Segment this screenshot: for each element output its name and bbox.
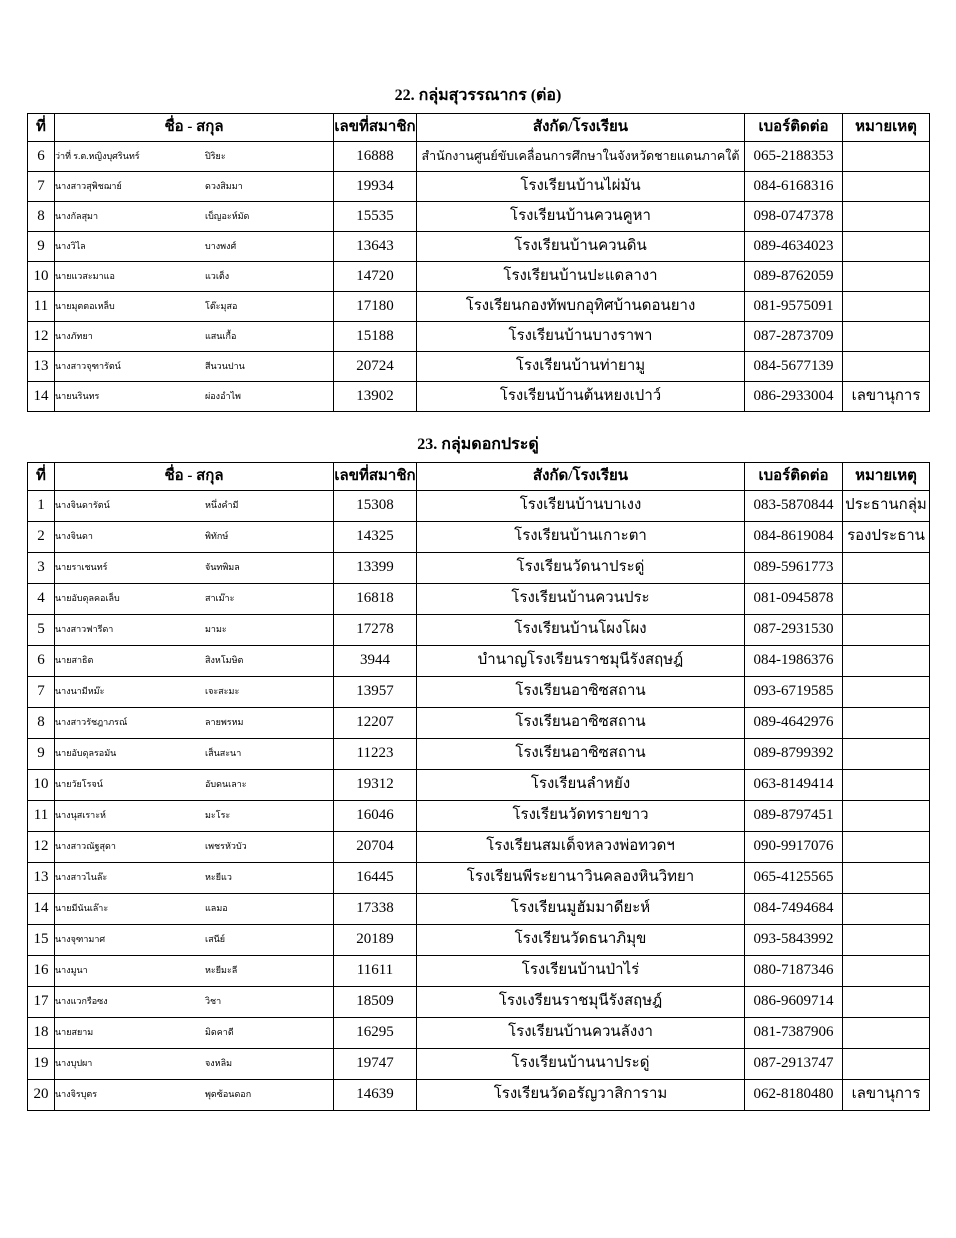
cell-first-name: นายสาธิต bbox=[55, 655, 94, 666]
column-header-school: สังกัด/โรงเรียน bbox=[417, 463, 745, 491]
cell-phone: 084-1986376 bbox=[745, 646, 843, 677]
cell-member-no: 16445 bbox=[334, 863, 417, 894]
cell-school: โรงเรียนบ้านโผงโผง bbox=[417, 615, 745, 646]
roster-table-23 bbox=[27, 462, 930, 1111]
cell-first-name: นางสาวไนล๊ะ bbox=[55, 872, 108, 883]
cell-phone: 084-5677139 bbox=[745, 352, 843, 382]
cell-no: 2 bbox=[28, 522, 55, 553]
cell-note: ประธานกลุ่ม bbox=[843, 491, 930, 522]
cell-note bbox=[843, 1049, 930, 1080]
cell-note bbox=[843, 352, 930, 382]
section-title-23: 23. กลุ่มดอกประดู่ bbox=[417, 436, 539, 453]
cell-note bbox=[843, 956, 930, 987]
cell-no: 7 bbox=[28, 172, 55, 202]
cell-school: โรงเรียนวัดนาประดู่ bbox=[417, 553, 745, 584]
cell-first-name: นายนรินทร bbox=[55, 390, 100, 401]
cell-school: โรงเงรียนราชมุนีรังสฤษฎ์ bbox=[417, 987, 745, 1018]
cell-first-name: นายแวสะมาแอ bbox=[55, 270, 115, 281]
column-header-phone: เบอร์ติดต่อ bbox=[745, 114, 843, 142]
cell-note bbox=[843, 292, 930, 322]
cell-name bbox=[55, 894, 334, 925]
cell-member-no: 15308 bbox=[334, 491, 417, 522]
cell-no: 15 bbox=[28, 925, 55, 956]
cell-name bbox=[55, 646, 334, 677]
cell-school: โรงเรียนบ้านป่าไร่ bbox=[417, 956, 745, 987]
cell-phone: 087-2873709 bbox=[745, 322, 843, 352]
cell-first-name: นางนามีหม๊ะ bbox=[55, 686, 105, 697]
header-row bbox=[28, 463, 930, 491]
cell-last-name: หนึ่งคำมี bbox=[205, 500, 239, 511]
cell-first-name: นายอับดุลรอมัน bbox=[55, 748, 117, 759]
cell-note bbox=[843, 863, 930, 894]
cell-phone: 090-9917076 bbox=[745, 832, 843, 863]
table-row bbox=[28, 739, 930, 770]
column-header-member-no: เลขที่สมาชิก bbox=[334, 114, 417, 142]
cell-school: โรงเรียนสมเด็จหลวงพ่อทวดฯ bbox=[417, 832, 745, 863]
cell-phone: 093-6719585 bbox=[745, 677, 843, 708]
cell-name bbox=[55, 491, 334, 522]
cell-no: 14 bbox=[28, 382, 55, 412]
cell-name bbox=[55, 1080, 334, 1111]
column-header-name: ชื่อ - สกุล bbox=[55, 114, 334, 142]
cell-no: 9 bbox=[28, 739, 55, 770]
cell-last-name: วิชา bbox=[205, 996, 222, 1007]
table-row bbox=[28, 677, 930, 708]
cell-last-name: พิทักษ์ bbox=[205, 531, 229, 542]
cell-school: โรงเรียนกองทัพบกอุทิศบ้านดอนยาง bbox=[417, 292, 745, 322]
cell-member-no: 14325 bbox=[334, 522, 417, 553]
cell-name bbox=[55, 202, 334, 232]
cell-first-name: นายมุตตอเหล็บ bbox=[55, 300, 115, 311]
cell-name bbox=[55, 382, 334, 412]
cell-no: 6 bbox=[28, 142, 55, 172]
cell-name bbox=[55, 801, 334, 832]
cell-member-no: 14720 bbox=[334, 262, 417, 292]
cell-no: 7 bbox=[28, 677, 55, 708]
cell-name bbox=[55, 352, 334, 382]
table-row bbox=[28, 832, 930, 863]
cell-school: โรงเรียนบ้านปะแดลางา bbox=[417, 262, 745, 292]
column-header-name: ชื่อ - สกุล bbox=[55, 463, 334, 491]
cell-phone: 084-8619084 bbox=[745, 522, 843, 553]
table-row bbox=[28, 292, 930, 322]
cell-name bbox=[55, 956, 334, 987]
cell-name bbox=[55, 232, 334, 262]
table-row bbox=[28, 232, 930, 262]
cell-name bbox=[55, 863, 334, 894]
cell-no: 8 bbox=[28, 202, 55, 232]
cell-first-name: ว่าที่ ร.ต.หญิงบุศรินทร์ bbox=[55, 150, 140, 161]
cell-member-no: 17278 bbox=[334, 615, 417, 646]
table-row bbox=[28, 770, 930, 801]
cell-first-name: นางจุฑามาศ bbox=[55, 934, 106, 945]
table-row bbox=[28, 382, 930, 412]
cell-last-name: ผ่องอำไพ bbox=[205, 390, 241, 401]
cell-last-name: จงหลิม bbox=[205, 1058, 233, 1069]
cell-school: โรงเรียนลำหยัง bbox=[417, 770, 745, 801]
column-header-note: หมายเหตุ bbox=[843, 463, 930, 491]
cell-note bbox=[843, 770, 930, 801]
cell-last-name: แสนเกื้อ bbox=[205, 330, 237, 341]
table-body-22 bbox=[28, 142, 930, 412]
cell-phone: 087-2913747 bbox=[745, 1049, 843, 1080]
cell-name bbox=[55, 1018, 334, 1049]
cell-school: โรงเรียนมูฮัมมาดียะห์ bbox=[417, 894, 745, 925]
cell-member-no: 13399 bbox=[334, 553, 417, 584]
table-row bbox=[28, 172, 930, 202]
cell-member-no: 11611 bbox=[334, 956, 417, 987]
cell-school: โรงเรียนบ้านควนลังงา bbox=[417, 1018, 745, 1049]
cell-name bbox=[55, 262, 334, 292]
table-row bbox=[28, 142, 930, 172]
cell-member-no: 3944 bbox=[334, 646, 417, 677]
column-header-note: หมายเหตุ bbox=[843, 114, 930, 142]
cell-first-name: นางวิไล bbox=[55, 240, 86, 251]
cell-no: 19 bbox=[28, 1049, 55, 1080]
cell-last-name: สิงหโมษิต bbox=[205, 655, 244, 666]
cell-first-name: นายมีนันเล๊าะ bbox=[55, 903, 109, 914]
cell-phone: 089-8797451 bbox=[745, 801, 843, 832]
cell-last-name: ปิริยะ bbox=[205, 150, 226, 161]
cell-member-no: 14639 bbox=[334, 1080, 417, 1111]
cell-last-name: เจะสะมะ bbox=[205, 686, 240, 697]
cell-phone: 065-4125565 bbox=[745, 863, 843, 894]
cell-last-name: บางพงศ์ bbox=[205, 240, 237, 251]
cell-member-no: 15188 bbox=[334, 322, 417, 352]
cell-last-name: เพชรหัวบัว bbox=[205, 841, 247, 852]
cell-first-name: นางนุสเราะห์ bbox=[55, 810, 106, 821]
table-row bbox=[28, 491, 930, 522]
cell-member-no: 18509 bbox=[334, 987, 417, 1018]
column-header-no: ที่ bbox=[28, 463, 55, 491]
table-row bbox=[28, 894, 930, 925]
table-row bbox=[28, 925, 930, 956]
cell-last-name: มิดคาดี bbox=[205, 1027, 234, 1038]
cell-first-name: นางภัทยา bbox=[55, 330, 93, 341]
cell-no: 13 bbox=[28, 863, 55, 894]
cell-last-name: มะโระ bbox=[205, 810, 231, 821]
cell-no: 5 bbox=[28, 615, 55, 646]
cell-no: 10 bbox=[28, 262, 55, 292]
cell-school: บำนาญโรงเรียนราชมุนีรังสฤษฎ์ bbox=[417, 646, 745, 677]
cell-note bbox=[843, 925, 930, 956]
cell-first-name: นางสาวจุฑารัตน์ bbox=[55, 360, 121, 371]
cell-last-name: โต๊ะมุสอ bbox=[205, 300, 238, 311]
cell-note bbox=[843, 202, 930, 232]
cell-note bbox=[843, 832, 930, 863]
cell-school: โรงเรียนบ้านต้นหยงเปาว์ bbox=[417, 382, 745, 412]
cell-first-name: นายสยาม bbox=[55, 1027, 94, 1038]
cell-phone: 065-2188353 bbox=[745, 142, 843, 172]
cell-name bbox=[55, 770, 334, 801]
table-row bbox=[28, 1080, 930, 1111]
cell-school: โรงเรียนบ้านไผ่มัน bbox=[417, 172, 745, 202]
cell-no: 17 bbox=[28, 987, 55, 1018]
cell-school: โรงเรียนอาซิซสถาน bbox=[417, 739, 745, 770]
cell-phone: 089-8799392 bbox=[745, 739, 843, 770]
table-row bbox=[28, 801, 930, 832]
section-23 bbox=[27, 412, 929, 1111]
cell-phone: 062-8180480 bbox=[745, 1080, 843, 1111]
column-header-no: ที่ bbox=[28, 114, 55, 142]
cell-last-name: เบ็ญอะห์มัด bbox=[205, 210, 250, 221]
cell-first-name: นายวัยโรจน์ bbox=[55, 779, 103, 790]
cell-no: 8 bbox=[28, 708, 55, 739]
cell-member-no: 13902 bbox=[334, 382, 417, 412]
cell-school: โรงเรียนอาซิซสถาน bbox=[417, 708, 745, 739]
cell-member-no: 17180 bbox=[334, 292, 417, 322]
cell-last-name: หะยีมะลี bbox=[205, 965, 238, 976]
cell-note bbox=[843, 142, 930, 172]
header-row bbox=[28, 114, 930, 142]
cell-note: เลขานุการ bbox=[843, 1080, 930, 1111]
cell-member-no: 16818 bbox=[334, 584, 417, 615]
cell-school: โรงเรียนบ้านบาเงง bbox=[417, 491, 745, 522]
cell-first-name: นางจิรบุตร bbox=[55, 1089, 98, 1100]
cell-note bbox=[843, 646, 930, 677]
cell-last-name: อับดนเลาะ bbox=[205, 779, 247, 790]
cell-school: โรงเรียนวัดอรัญวาสิการาม bbox=[417, 1080, 745, 1111]
cell-phone: 080-7187346 bbox=[745, 956, 843, 987]
cell-member-no: 12207 bbox=[334, 708, 417, 739]
table-row bbox=[28, 646, 930, 677]
cell-school: โรงเรียนบ้านท่ายามู bbox=[417, 352, 745, 382]
cell-last-name: แลมอ bbox=[205, 903, 228, 914]
cell-first-name: นางจินดารัตน์ bbox=[55, 500, 110, 511]
cell-note bbox=[843, 1018, 930, 1049]
cell-first-name: นางแวกรือซง bbox=[55, 996, 108, 1007]
cell-phone: 081-9575091 bbox=[745, 292, 843, 322]
table-row bbox=[28, 987, 930, 1018]
cell-last-name: ดวงสิมมา bbox=[205, 180, 243, 191]
cell-first-name: นางสาวณัฐสุดา bbox=[55, 841, 116, 852]
cell-no: 11 bbox=[28, 801, 55, 832]
cell-note bbox=[843, 322, 930, 352]
section-22 bbox=[27, 0, 929, 412]
cell-name bbox=[55, 553, 334, 584]
cell-name bbox=[55, 677, 334, 708]
cell-first-name: นางสาวสุพิชฌาย์ bbox=[55, 180, 122, 191]
cell-name bbox=[55, 172, 334, 202]
table-row bbox=[28, 708, 930, 739]
cell-name bbox=[55, 708, 334, 739]
cell-phone: 084-6168316 bbox=[745, 172, 843, 202]
table-row bbox=[28, 615, 930, 646]
cell-phone: 089-4634023 bbox=[745, 232, 843, 262]
cell-last-name: เส็นสะนา bbox=[205, 748, 242, 759]
cell-member-no: 20724 bbox=[334, 352, 417, 382]
cell-first-name: นางกัลสุมา bbox=[55, 210, 99, 221]
cell-note bbox=[843, 801, 930, 832]
table-row bbox=[28, 553, 930, 584]
cell-note bbox=[843, 987, 930, 1018]
cell-note bbox=[843, 894, 930, 925]
table-row bbox=[28, 352, 930, 382]
cell-school: โรงเรียนวัดธนาภิมุข bbox=[417, 925, 745, 956]
cell-member-no: 20704 bbox=[334, 832, 417, 863]
cell-member-no: 13643 bbox=[334, 232, 417, 262]
cell-last-name: จันทพิมล bbox=[205, 562, 240, 573]
cell-phone: 086-2933004 bbox=[745, 382, 843, 412]
cell-first-name: นางสาวรัชฎาภรณ์ bbox=[55, 717, 128, 728]
table-row bbox=[28, 262, 930, 292]
cell-member-no: 19934 bbox=[334, 172, 417, 202]
cell-school: โรงเรียนบ้านนาประดู่ bbox=[417, 1049, 745, 1080]
cell-school: โรงเรียนบ้านเกาะตา bbox=[417, 522, 745, 553]
cell-phone: 089-4642976 bbox=[745, 708, 843, 739]
cell-member-no: 16295 bbox=[334, 1018, 417, 1049]
cell-note bbox=[843, 262, 930, 292]
cell-phone: 086-9609714 bbox=[745, 987, 843, 1018]
cell-name bbox=[55, 739, 334, 770]
cell-last-name: หะยีแว bbox=[205, 872, 232, 883]
column-header-phone: เบอร์ติดต่อ bbox=[745, 463, 843, 491]
cell-member-no: 11223 bbox=[334, 739, 417, 770]
cell-phone: 083-5870844 bbox=[745, 491, 843, 522]
cell-school: โรงเรียนวัดทรายขาว bbox=[417, 801, 745, 832]
cell-no: 10 bbox=[28, 770, 55, 801]
cell-member-no: 13957 bbox=[334, 677, 417, 708]
cell-school: สำนักงานศูนย์ขับเคลื่อนการศึกษาในจังหวัดชายแดนภาคใต้ bbox=[417, 142, 745, 172]
cell-name bbox=[55, 292, 334, 322]
table-body-23 bbox=[28, 491, 930, 1111]
cell-no: 12 bbox=[28, 322, 55, 352]
cell-school: โรงเรียนบ้านบางราพา bbox=[417, 322, 745, 352]
cell-no: 12 bbox=[28, 832, 55, 863]
cell-member-no: 16046 bbox=[334, 801, 417, 832]
cell-note bbox=[843, 553, 930, 584]
cell-no: 6 bbox=[28, 646, 55, 677]
table-row bbox=[28, 956, 930, 987]
cell-name bbox=[55, 584, 334, 615]
cell-school: โรงเรียนบ้านควนประ bbox=[417, 584, 745, 615]
cell-last-name: สีนวนปาน bbox=[205, 360, 245, 371]
cell-phone: 089-8762059 bbox=[745, 262, 843, 292]
cell-phone: 081-0945878 bbox=[745, 584, 843, 615]
cell-note bbox=[843, 172, 930, 202]
cell-no: 13 bbox=[28, 352, 55, 382]
cell-last-name: มามะ bbox=[205, 624, 227, 635]
cell-note: เลขานุการ bbox=[843, 382, 930, 412]
table-row bbox=[28, 1049, 930, 1080]
cell-school: โรงเรียนพีระยานาวินคลองหินวิทยา bbox=[417, 863, 745, 894]
cell-note bbox=[843, 584, 930, 615]
cell-member-no: 15535 bbox=[334, 202, 417, 232]
cell-note bbox=[843, 708, 930, 739]
table-row bbox=[28, 202, 930, 232]
cell-note: รองประธาน bbox=[843, 522, 930, 553]
cell-last-name: พุดซ้อนดอก bbox=[205, 1089, 252, 1100]
cell-school: โรงเรียนอาซิซสถาน bbox=[417, 677, 745, 708]
cell-no: 18 bbox=[28, 1018, 55, 1049]
cell-name bbox=[55, 1049, 334, 1080]
cell-name bbox=[55, 142, 334, 172]
cell-name bbox=[55, 322, 334, 352]
cell-note bbox=[843, 677, 930, 708]
cell-name bbox=[55, 522, 334, 553]
cell-note bbox=[843, 232, 930, 262]
cell-phone: 084-7494684 bbox=[745, 894, 843, 925]
cell-first-name: นางจินดา bbox=[55, 531, 93, 542]
table-row bbox=[28, 522, 930, 553]
roster-table-22 bbox=[27, 113, 930, 412]
cell-member-no: 20189 bbox=[334, 925, 417, 956]
cell-last-name: สาเม๊าะ bbox=[205, 593, 235, 604]
section-title-22: 22. กลุ่มสุวรรณากร (ต่อ) bbox=[394, 87, 562, 104]
cell-phone: 089-5961773 bbox=[745, 553, 843, 584]
table-row bbox=[28, 863, 930, 894]
cell-no: 1 bbox=[28, 491, 55, 522]
cell-no: 20 bbox=[28, 1080, 55, 1111]
cell-phone: 087-2931530 bbox=[745, 615, 843, 646]
cell-name bbox=[55, 615, 334, 646]
cell-member-no: 19747 bbox=[334, 1049, 417, 1080]
cell-phone: 098-0747378 bbox=[745, 202, 843, 232]
column-header-member-no: เลขที่สมาชิก bbox=[334, 463, 417, 491]
table-row bbox=[28, 322, 930, 352]
cell-name bbox=[55, 925, 334, 956]
cell-first-name: นางสาวฟารีดา bbox=[55, 624, 114, 635]
cell-phone: 063-8149414 bbox=[745, 770, 843, 801]
table-header-22 bbox=[28, 114, 930, 142]
cell-last-name: ลายพรหม bbox=[205, 717, 244, 728]
cell-phone: 081-7387906 bbox=[745, 1018, 843, 1049]
cell-no: 14 bbox=[28, 894, 55, 925]
table-header-23 bbox=[28, 463, 930, 491]
cell-first-name: นางมูนา bbox=[55, 965, 88, 976]
cell-no: 9 bbox=[28, 232, 55, 262]
cell-no: 4 bbox=[28, 584, 55, 615]
column-header-school: สังกัด/โรงเรียน bbox=[417, 114, 745, 142]
cell-last-name: เสนีย์ bbox=[205, 934, 225, 945]
cell-first-name: นายอับดุลคอเล็บ bbox=[55, 593, 120, 604]
cell-name bbox=[55, 987, 334, 1018]
cell-note bbox=[843, 739, 930, 770]
cell-no: 16 bbox=[28, 956, 55, 987]
cell-no: 3 bbox=[28, 553, 55, 584]
table-row bbox=[28, 584, 930, 615]
cell-last-name: แวเต็ง bbox=[205, 270, 230, 281]
cell-phone: 093-5843992 bbox=[745, 925, 843, 956]
cell-note bbox=[843, 615, 930, 646]
cell-name bbox=[55, 832, 334, 863]
cell-school: โรงเรียนบ้านควนดิน bbox=[417, 232, 745, 262]
cell-member-no: 16888 bbox=[334, 142, 417, 172]
cell-member-no: 17338 bbox=[334, 894, 417, 925]
cell-no: 11 bbox=[28, 292, 55, 322]
cell-member-no: 19312 bbox=[334, 770, 417, 801]
cell-school: โรงเรียนบ้านควนคูหา bbox=[417, 202, 745, 232]
cell-first-name: นางบุปผา bbox=[55, 1058, 93, 1069]
cell-first-name: นายราเชนทร์ bbox=[55, 562, 108, 573]
table-row bbox=[28, 1018, 930, 1049]
